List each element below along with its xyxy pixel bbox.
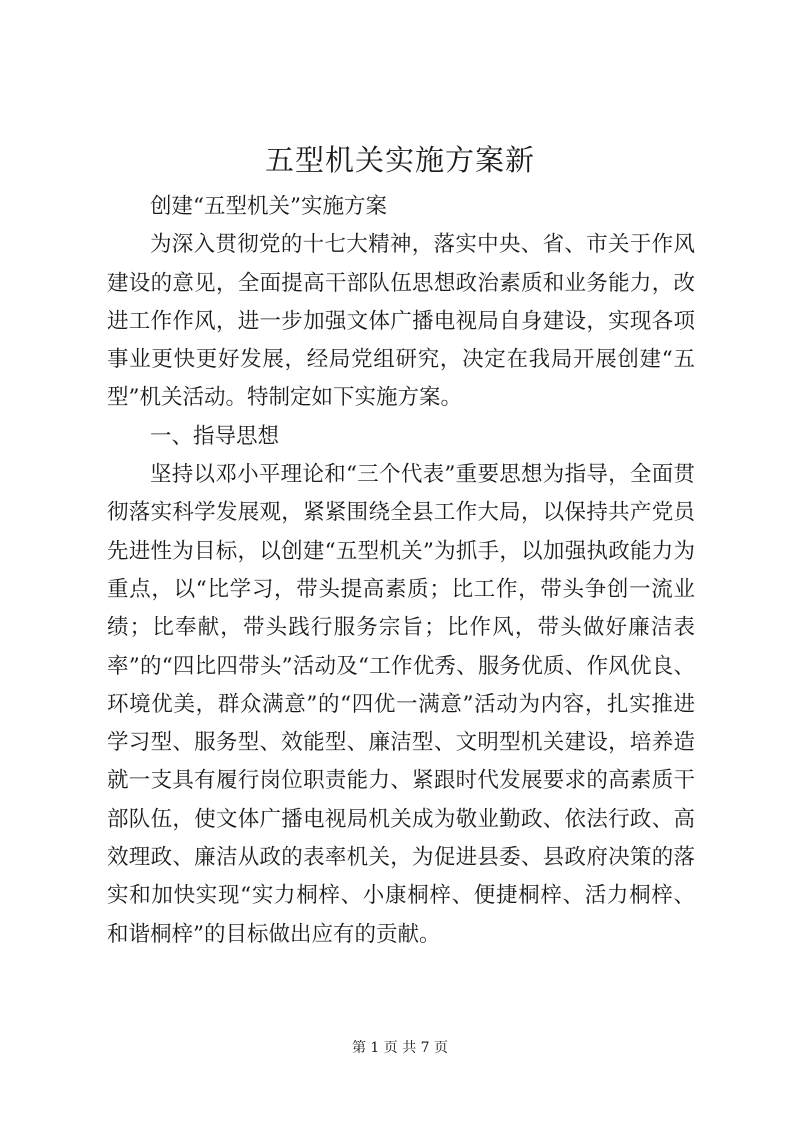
paragraph-intro: 为深入贯彻党的十七大精神，落实中央、省、市关于作风建设的意见，全面提高干部队伍思想政治素质和业务能力，改进工作作风，进一步加强文体广播电视局自身建设，实现各项事业更快更好发展，经局党组研究，决定在我局开展创建“五型”机关活动。特制定如下实施方案。	[107, 232, 695, 411]
paragraph-subtitle: 创建“五型机关”实施方案	[150, 194, 387, 219]
section-heading-guiding-thought: 一、指导思想	[150, 423, 280, 449]
page-title: 五型机关实施方案新	[264, 143, 535, 177]
paragraph-guiding-thought: 坚持以邓小平理论和“三个代表”重要思想为指导，全面贯彻落实科学发展观，紧紧围绕全县工作大局，以保持共产党员先进性为目标，以创建“五型机关”为抓手，以加强执政能力为重点，以“比学习，带头提高素质；比工作，带头争创一流业绩；比奉献，带头践行服务宗旨；比作风，带头做好廉洁表率”的“四比四带头”活动及“工作优秀、服务优质、作风优良、环境优美，群众满意”的“四优一满意”活动为内容，扎实推进学习型、服务型、效能型、廉洁型、文明型机关建设，培养造就一支具有履行岗位职责能力、紧跟时代发展要求的高素质干部队伍，使文体广播电视局机关成为敬业勤政、依法行政、高效理政、廉洁从政的表率机关，为促进县委、县政府决策的落实和加快实现“实力桐梓、小康桐梓、便捷桐梓、活力桐梓、和谐桐梓”的目标做出应有的贡献。	[107, 462, 695, 947]
page-number-footer: 第 1 页 共 7 页	[351, 1040, 449, 1056]
document-body	[107, 188, 695, 954]
